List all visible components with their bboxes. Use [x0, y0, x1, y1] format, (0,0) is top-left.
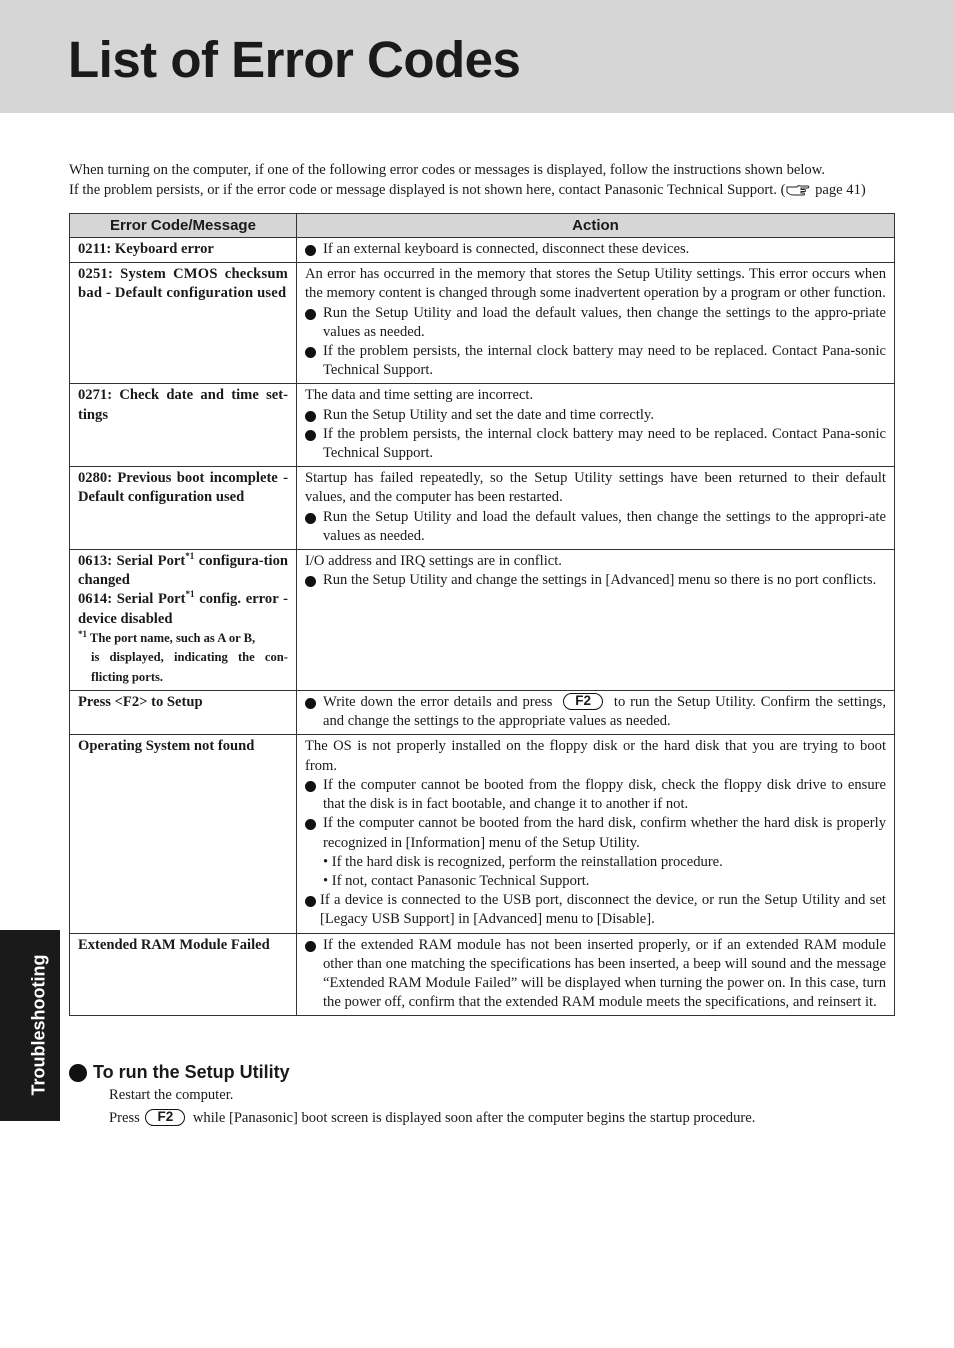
action-text: Startup has failed repeatedly, so the Setup Utility settings have been returned to their default values, and the computer has been restarted. — [305, 470, 886, 506]
table-header-row — [70, 214, 895, 238]
bullet-item: Write down the error details and press F2 to run the Setup Utility. Confirm the settings, and change the settings to the appropriate values as needed. — [305, 693, 886, 731]
error-code-cell: 0280: Previous boot incomplete - Default configuration used — [70, 467, 297, 550]
table-row — [70, 691, 895, 735]
bullet-icon — [305, 698, 316, 709]
error-code-cell: Press <F2> to Setup — [70, 691, 297, 735]
action-cell — [297, 691, 895, 735]
intro-line-1: When turning on the computer, if one of the following error codes or messages is displayed, follow the instructions shown below. — [69, 162, 825, 178]
setup-instructions — [109, 1084, 755, 1130]
bullet-item: Run the Setup Utility and load the default values, then change the settings to the appro-priate values as needed. — [305, 304, 886, 342]
action-text: I/O address and IRQ settings are in conflict. — [305, 553, 562, 570]
pointing-hand-icon — [786, 182, 810, 204]
bullet-icon — [305, 576, 316, 587]
action-cell — [297, 384, 895, 467]
bullet-icon — [305, 245, 316, 256]
table-row — [70, 238, 895, 263]
error-code-cell: 0271: Check date and time set-tings — [70, 384, 297, 467]
bullet-item: If a device is connected to the USB port, disconnect the device, or run the Setup Utility and set [Legacy USB Support] in [Advanced] menu to [Disable]. — [305, 891, 886, 929]
bullet-icon — [305, 819, 316, 830]
error-code-0614: 0614: Serial Port$^{*1}$ config. error - device disabled — [78, 589, 288, 627]
bullet-icon — [305, 513, 316, 524]
action-text: The OS is not properly installed on the floppy disk or the hard disk that you are trying to boot from. — [305, 738, 886, 774]
action-cell — [297, 550, 895, 691]
action-text: The data and time setting are incorrect. — [305, 387, 534, 404]
table-row — [70, 384, 895, 467]
intro-page-ref: page 41) — [811, 181, 866, 198]
bullet-icon — [305, 347, 316, 358]
bullet-icon — [305, 896, 316, 907]
sub-item: • If not, contact Panasonic Technical Support. — [323, 872, 590, 889]
f2-key-icon: F2 — [145, 1109, 185, 1126]
side-section-label: Troubleshooting — [28, 954, 49, 1096]
page-title: List of Error Codes — [68, 31, 521, 88]
table-row — [70, 263, 895, 384]
bullet-item: If the computer cannot be booted from the floppy disk, check the floppy disk drive to ensure that the disk is in fact bootable, and change it to another if not. — [305, 776, 886, 814]
error-code-cell: Operating System not found — [70, 735, 297, 933]
error-code-cell: 0211: Keyboard error — [70, 238, 297, 263]
intro-line-2 — [69, 181, 895, 204]
bullet-item: Run the Setup Utility and load the default values, then change the settings to the appropri-ate values as needed. — [305, 508, 886, 546]
action-text: An error has occurred in the memory that stores the Setup Utility settings. This error occurs when the memory content is changed through some inadvertent operation by a program or other function. — [305, 266, 886, 302]
table-row — [70, 933, 895, 1016]
intro-line-2-text: If the problem persists, or if the error code or message displayed is not shown here, contact Panasonic Technical Support. ( — [69, 181, 786, 198]
bullet-item: If the extended RAM module has not been inserted properly, or if an extended RAM module other than one matching the specifications has been inserted, a beep will sound and the message “Extended RAM Module Failed” will be displayed when turning the power on. In this case, turn the power off, confirm that the extended RAM module meets the specifications, and reinsert it. — [305, 936, 886, 1013]
table-row — [70, 550, 895, 691]
column-header-error-code: Error Code/Message — [70, 214, 297, 238]
table-row — [70, 735, 895, 933]
sub-item: • If the hard disk is recognized, perform the reinstallation procedure. — [323, 853, 723, 870]
footnote: $^{*1}$ The port name, such as A or B, is displayed, indicating the con-flicting ports. — [78, 628, 288, 684]
bullet-icon — [69, 1064, 87, 1082]
action-cell — [297, 263, 895, 384]
f2-key-icon: F2 — [563, 693, 603, 710]
setup-section-heading: To run the Setup Utility — [69, 1062, 290, 1083]
table-row — [70, 467, 895, 550]
action-cell — [297, 933, 895, 1016]
bullet-icon — [305, 781, 316, 792]
bullet-item: If the problem persists, the internal clock battery may need to be replaced. Contact Pana-sonic Technical Support. — [305, 342, 886, 380]
action-cell — [297, 735, 895, 933]
error-code-cell — [70, 550, 297, 691]
bullet-icon — [305, 309, 316, 320]
bullet-icon — [305, 430, 316, 441]
intro-paragraph — [69, 161, 895, 203]
bullet-item: If the problem persists, the internal clock battery may need to be replaced. Contact Pana-sonic Technical Support. — [305, 425, 886, 463]
action-cell — [297, 238, 895, 263]
error-code-0613: 0613: Serial Port$^{*1}$ configura-tion changed — [78, 551, 288, 589]
setup-line-1: Restart the computer. — [109, 1087, 234, 1103]
bullet-item: Run the Setup Utility and change the settings in [Advanced] menu so there is no port conflicts. — [305, 571, 886, 590]
column-header-action: Action — [297, 214, 895, 238]
error-code-cell: Extended RAM Module Failed — [70, 933, 297, 1016]
error-code-cell: 0251: System CMOS checksum bad - Default configuration used — [70, 263, 297, 384]
bullet-icon — [305, 411, 316, 422]
bullet-item: Run the Setup Utility and set the date and time correctly. — [305, 406, 886, 425]
bullet-item: If an external keyboard is connected, disconnect these devices. — [305, 240, 886, 259]
bullet-icon — [305, 941, 316, 952]
error-codes-table — [69, 213, 895, 1016]
bullet-item: If the computer cannot be booted from the hard disk, confirm whether the hard disk is properly recognized in [Information] menu of the Setup Utility. — [305, 814, 886, 852]
action-cell — [297, 467, 895, 550]
setup-line-2: Press F2 while [Panasonic] boot screen is displayed soon after the computer begins the startup procedure. — [109, 1109, 756, 1126]
